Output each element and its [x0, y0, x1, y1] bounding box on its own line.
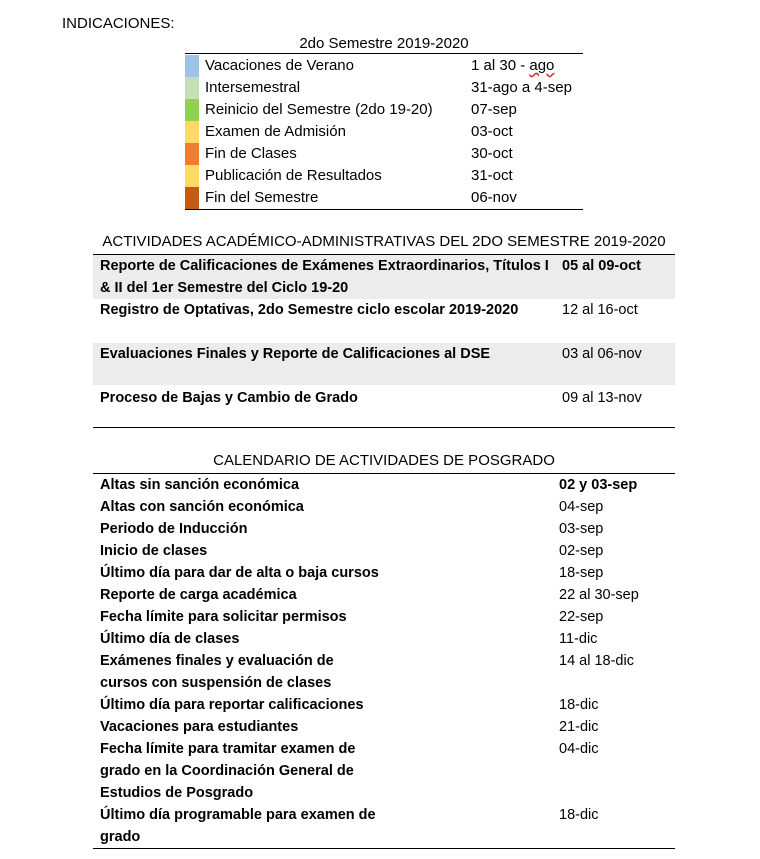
legend-row — [185, 55, 583, 77]
activity-date: 09 al 13-nov — [562, 390, 642, 406]
legend-row — [185, 143, 583, 165]
activity-date: 12 al 16-oct — [562, 302, 638, 318]
legend-item-date: 31-oct — [471, 167, 513, 184]
posgrado-activity-date: 02 y 03-sep — [559, 477, 638, 493]
legend-item-name: Publicación de Resultados — [205, 167, 382, 184]
table-row — [93, 694, 675, 716]
posgrado-activity-date: 18-dic — [559, 697, 599, 713]
legend-item-date: 1 al 30 - ago — [471, 57, 555, 74]
posgrado-activity-name: Periodo de Inducción — [100, 521, 248, 537]
table-row — [93, 584, 675, 606]
semester-legend-table — [185, 55, 583, 210]
spellcheck-underline: ago — [529, 57, 555, 74]
legend-item-name: Reinicio del Semestre (2do 19-20) — [205, 101, 433, 118]
table-row — [93, 738, 675, 804]
posgrado-activity-name: Fecha límite para solicitar permisos — [100, 609, 347, 625]
posgrado-calendar-title: CALENDARIO DE ACTIVIDADES DE POSGRADO — [213, 452, 555, 469]
academic-activities-table — [93, 254, 675, 427]
legend-item-name: Vacaciones de Verano — [205, 57, 354, 74]
table-row — [93, 518, 675, 540]
posgrado-activity-date: 18-sep — [559, 565, 604, 581]
legend-swatch — [185, 55, 199, 77]
table-row — [93, 804, 675, 848]
posgrado-activity-date: 22-sep — [559, 609, 604, 625]
academic-activities-title: ACTIVIDADES ACADÉMICO-ADMINISTRATIVAS DEL 2DO SEMESTRE 2019-2020 — [102, 233, 666, 250]
posgrado-activity-name: Último día de clases — [100, 631, 240, 647]
legend-row — [185, 77, 583, 99]
table-row — [93, 716, 675, 738]
posgrado-activity-name: Inicio de clases — [100, 543, 208, 559]
posgrado-activity-name: Último día para reportar calificaciones — [100, 697, 364, 713]
table-row — [93, 562, 675, 584]
legend-item-date: 03-oct — [471, 123, 513, 140]
legend-swatch — [185, 143, 199, 165]
posgrado-activity-date: 14 al 18-dic — [559, 653, 634, 669]
posgrado-activity-date: 11-dic — [559, 631, 598, 647]
legend-item-name: Intersemestral — [205, 79, 301, 96]
legend-item-name: Fin del Semestre — [205, 189, 319, 206]
table-row — [93, 650, 675, 694]
table-row — [93, 606, 675, 628]
activity-name: Reporte de Calificaciones de Exámenes Extraordinarios, Títulos I & II del 1er Semestre del Ciclo 19-20 — [100, 258, 549, 296]
posgrado-activity-name: Altas sin sanción económica — [100, 477, 300, 493]
table-row — [93, 255, 675, 299]
posgrado-activity-name: Reporte de carga académica — [100, 587, 297, 603]
table-row — [93, 540, 675, 562]
posgrado-calendar-table — [93, 473, 675, 849]
posgrado-activity-name: Altas con sanción económica — [100, 499, 304, 515]
legend-item-name: Fin de Clases — [205, 145, 297, 162]
activity-name: Registro de Optativas, 2do Semestre ciclo escolar 2019-2020 — [100, 302, 519, 318]
posgrado-activity-date: 18-dic — [559, 807, 599, 823]
activity-date: 05 al 09-oct — [562, 258, 641, 274]
posgrado-activity-date: 04-sep — [559, 499, 604, 515]
posgrado-activity-date: 21-dic — [559, 719, 599, 735]
posgrado-activity-name: Exámenes finales y evaluación de cursos con suspensión de clases — [100, 653, 334, 691]
legend-swatch — [185, 187, 199, 209]
indicaciones-heading: INDICACIONES: — [62, 15, 175, 32]
activity-name: Evaluaciones Finales y Reporte de Calificaciones al DSE — [100, 346, 491, 362]
academic-table-bottom-rule — [93, 427, 675, 428]
legend-title-divider — [185, 53, 583, 54]
table-row — [93, 343, 675, 385]
legend-swatch — [185, 99, 199, 121]
legend-row — [185, 187, 583, 209]
posgrado-activity-name: Fecha límite para tramitar examen de grado en la Coordinación General de Estudios de Posgrado — [100, 741, 356, 801]
posgrado-activity-name: Último día programable para examen de grado — [100, 807, 376, 845]
posgrado-activity-name: Último día para dar de alta o baja cursos — [100, 565, 379, 581]
table-row — [93, 299, 675, 343]
legend-item-date: 06-nov — [471, 189, 517, 206]
legend-swatch — [185, 165, 199, 187]
legend-row — [185, 165, 583, 187]
table-row — [93, 628, 675, 650]
legend-item-name: Examen de Admisión — [205, 123, 346, 140]
posgrado-activity-date: 04-dic — [559, 741, 599, 757]
table-row — [93, 496, 675, 518]
posgrado-activity-name: Vacaciones para estudiantes — [100, 719, 299, 735]
legend-item-date: 07-sep — [471, 101, 517, 118]
legend-row — [185, 99, 583, 121]
legend-swatch — [185, 121, 199, 143]
posgrado-activity-date: 03-sep — [559, 521, 604, 537]
legend-row — [185, 121, 583, 143]
posgrado-activity-date: 22 al 30-sep — [559, 587, 639, 603]
legend-item-date: 30-oct — [471, 145, 513, 162]
posgrado-activity-date: 02-sep — [559, 543, 604, 559]
activity-date: 03 al 06-nov — [562, 346, 642, 362]
legend-item-date: 31-ago a 4-sep — [471, 79, 572, 96]
legend-swatch — [185, 77, 199, 99]
legend-title: 2do Semestre 2019-2020 — [299, 35, 469, 52]
table-row — [93, 474, 675, 496]
table-row — [93, 385, 675, 427]
activity-name: Proceso de Bajas y Cambio de Grado — [100, 390, 358, 406]
